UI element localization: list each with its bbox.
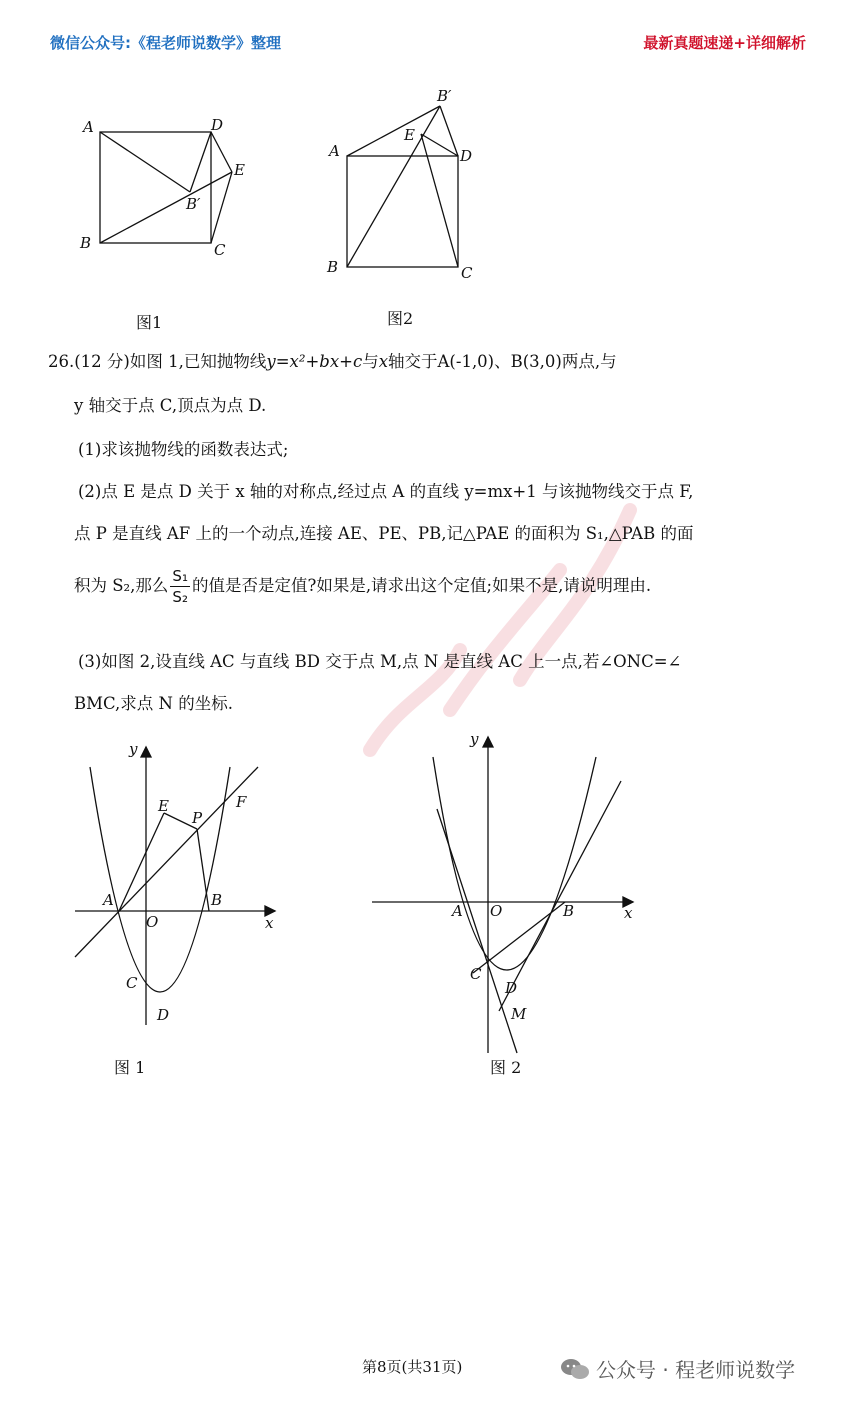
- axis-y-label: y: [470, 730, 479, 748]
- header-right: 最新真题速递+详细解析: [643, 34, 806, 52]
- part-2b: 点 P 是直线 AF 上的一个动点,连接 AE、PE、PB,记△PAE 的面积为 S₁,△PAB 的面: [74, 524, 694, 543]
- caption-bottom-fig2: 图 2: [490, 1058, 522, 1077]
- label-B: B: [327, 258, 339, 276]
- label-C: C: [470, 965, 482, 983]
- label-B: B: [80, 234, 92, 252]
- part-2c: [74, 566, 651, 607]
- label-B-prime: B′: [437, 87, 452, 105]
- part-2c-post: 的值是否是定值?如果是,请求出这个定值;如果不是,请说明理由.: [191, 576, 652, 595]
- watermark-text: 公众号 · 程老师说数学: [596, 1358, 796, 1382]
- caption-bottom-fig1: 图 1: [114, 1058, 146, 1077]
- part-2a: (2)点 E 是点 D 关于 x 轴的对称点,经过点 A 的直线 y=mx+1 与该抛物线交于点 F,: [78, 482, 694, 501]
- footer-watermark: [560, 1354, 795, 1383]
- caption-fig2: 图2: [387, 309, 414, 328]
- problem-line-2: y 轴交于点 C,顶点为点 D.: [74, 396, 267, 415]
- fraction-numerator: S₁: [172, 567, 188, 585]
- label-D: D: [157, 1006, 170, 1024]
- fraction-denominator: S₂: [172, 588, 188, 606]
- problem-score: (12 分): [74, 352, 130, 371]
- problem-stem-2: 与: [362, 352, 379, 371]
- caption-fig1: 图1: [136, 313, 163, 332]
- points-AB: A(-1,0)、B(3,0): [437, 352, 562, 371]
- problem-number: 26.: [48, 352, 75, 371]
- label-O: O: [146, 913, 159, 931]
- problem-stem-4: 两点,与: [561, 352, 617, 371]
- label-C: C: [461, 264, 473, 282]
- x-var: x: [378, 352, 389, 371]
- bottom-figure-2: [365, 725, 645, 1089]
- label-E: E: [158, 797, 169, 815]
- label-D: D: [211, 116, 224, 134]
- axis-x-label: x: [265, 914, 274, 932]
- label-D: D: [460, 147, 473, 165]
- part-3a: (3)如图 2,设直线 AC 与直线 BD 交于点 M,点 N 是直线 AC 上一点,若∠ONC=∠: [78, 652, 682, 671]
- header-left: 微信公众号:《程老师说数学》整理: [50, 34, 282, 52]
- label-B: B: [563, 902, 575, 920]
- axis-y-label: y: [129, 740, 138, 758]
- label-E: E: [404, 126, 415, 144]
- problem-stem-3: 轴交于: [388, 352, 438, 371]
- problem-line-1: [48, 348, 617, 372]
- bottom-figure-1: [70, 735, 290, 1089]
- top-figure-1: [70, 105, 270, 344]
- page-number: 第8页(共31页): [362, 1358, 463, 1376]
- label-A: A: [83, 118, 94, 136]
- label-C: C: [214, 241, 226, 259]
- equation: y=x²+bx+c: [266, 352, 363, 371]
- label-A: A: [329, 142, 340, 160]
- label-B-prime: B′: [186, 195, 201, 213]
- part-1: (1)求该抛物线的函数表达式;: [78, 440, 289, 459]
- label-C: C: [126, 974, 138, 992]
- axis-x-label: x: [624, 904, 633, 922]
- fraction-s1-s2: [170, 566, 190, 607]
- top-figure-2: [320, 82, 490, 341]
- label-O: O: [490, 902, 503, 920]
- label-A: A: [452, 902, 463, 920]
- part-3b: BMC,求点 N 的坐标.: [74, 694, 233, 713]
- problem-stem-1: 如图 1,已知抛物线: [129, 352, 267, 371]
- wechat-icon: [560, 1358, 590, 1380]
- part-2c-pre: 积为 S₂,那么: [74, 576, 169, 595]
- label-F: F: [236, 793, 247, 811]
- label-P: P: [192, 809, 203, 827]
- label-B: B: [211, 891, 223, 909]
- label-D: D: [505, 979, 518, 997]
- label-E: E: [234, 161, 245, 179]
- label-A: A: [103, 891, 114, 909]
- label-M: M: [511, 1005, 527, 1023]
